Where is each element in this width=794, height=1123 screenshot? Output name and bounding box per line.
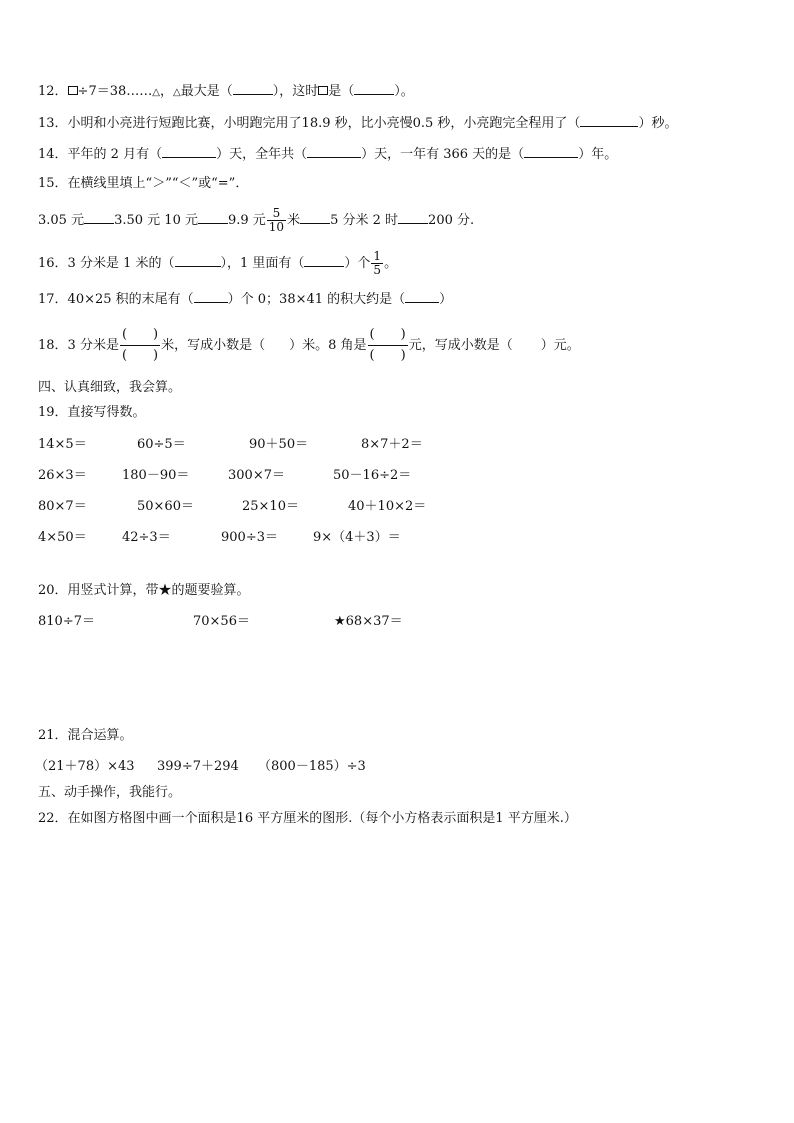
answer-blank[interactable] <box>194 290 228 303</box>
question-22: 22．在如图方格图中画一个面积是16 平方厘米的图形.（每个小方格表示面积是1 平方厘米.） <box>38 811 577 826</box>
question-number: 19． <box>38 405 68 420</box>
answer-blank[interactable] <box>354 82 394 95</box>
answer-blank[interactable] <box>304 254 344 267</box>
calc-item: 90＋50＝ <box>249 437 309 452</box>
calc-item: 180－90＝ <box>122 468 190 483</box>
question-19: 19．直接写得数。 <box>38 405 146 420</box>
answer-blank[interactable] <box>175 254 221 267</box>
triangle-symbol: △ <box>172 87 181 98</box>
answer-blank[interactable] <box>513 337 541 349</box>
section-4-heading: 四、认真细致，我会算。 <box>38 380 182 395</box>
answer-blank[interactable] <box>162 145 216 158</box>
calc-item: 80×7＝ <box>38 499 87 514</box>
calc-item: 40＋10×2＝ <box>348 499 427 514</box>
compare-blank[interactable] <box>198 211 228 224</box>
question-number: 18． <box>38 338 68 353</box>
calc-item: 50×60＝ <box>137 499 194 514</box>
fraction: $\frac{1}{5}$ <box>373 249 382 277</box>
question-13: 13．小明和小亮进行短跑比赛，小明跑完用了18.9 秒，比小亮慢0.5 秒，小亮跑完全程用了（ ）秒。 <box>38 116 678 131</box>
calc-item: 42÷3＝ <box>122 530 171 545</box>
answer-blank[interactable] <box>307 145 361 158</box>
answer-blank[interactable] <box>265 337 289 349</box>
answer-blank[interactable] <box>580 114 638 127</box>
calc-item: 4×50＝ <box>38 530 87 545</box>
square-symbol <box>68 86 78 95</box>
question-17: 17．40×25 积的末尾有（ ）个 0；38×41 的积大约是（ ） <box>38 292 453 307</box>
question-number: 15． <box>38 176 68 191</box>
mixed-calc-item: 399÷7＋294 <box>157 759 239 774</box>
question-12: 12． ÷7＝38……△，△最大是（ ），这时 是（ ）。 <box>38 84 414 99</box>
question-15: 15．在横线里填上“＞”“＜”或“=”． <box>38 176 249 191</box>
vertical-calc-item: ★68×37＝ <box>334 614 403 629</box>
fraction: $\frac{5}{10}$ <box>268 206 285 234</box>
question-number: 21． <box>38 728 68 743</box>
answer-blank[interactable] <box>405 290 439 303</box>
question-16: 16．3 分米是 1 米的（ ），1 里面有（ ）个 $\frac{1}{5}$ 。 <box>38 249 398 277</box>
vertical-calc-item: 810÷7＝ <box>38 614 95 629</box>
calc-item: 60÷5＝ <box>137 437 186 452</box>
compare-blank[interactable] <box>84 211 114 224</box>
compare-blank[interactable] <box>398 211 428 224</box>
question-21: 21．混合运算。 <box>38 728 133 743</box>
calc-item: 26×3＝ <box>38 468 87 483</box>
compare-blank[interactable] <box>300 211 330 224</box>
square-symbol <box>318 86 328 95</box>
calc-item: 9×（4＋3）＝ <box>313 530 401 545</box>
answer-blank[interactable] <box>524 145 578 158</box>
calc-item: 14×5＝ <box>38 437 87 452</box>
question-number: 12． <box>38 84 68 99</box>
fraction-blank[interactable]: ( ) ( ) <box>369 327 406 363</box>
question-20: 20．用竖式计算，带★的题要验算。 <box>38 583 250 598</box>
answer-blank[interactable] <box>233 82 273 95</box>
section-5-heading: 五、动手操作，我能行。 <box>38 785 182 800</box>
mixed-calc-item: （21＋78）×43 <box>35 759 135 774</box>
question-15-comparisons: 3.05 元 3.50 元 10 元 9.9 元 $\frac{5}{10}$ 米 5 分米 2 时 200 分. <box>38 206 475 234</box>
calc-item: 300×7＝ <box>228 468 285 483</box>
triangle-symbol: △ <box>152 87 160 98</box>
calc-item: 25×10＝ <box>242 499 299 514</box>
mixed-calc-item: （800－185）÷3 <box>258 759 366 774</box>
calc-item: 8×7＋2＝ <box>361 437 423 452</box>
question-number: 17． <box>38 292 68 307</box>
question-number: 14． <box>38 147 68 162</box>
calc-item: 50－16÷2＝ <box>333 468 412 483</box>
vertical-calc-item: 70×56＝ <box>193 614 250 629</box>
question-18: 18．3 分米是 ( ) ( ) 米，写成小数是（ ）米。8 角是 ( ) ( ) 元，写成小数是（ ）元。 <box>38 323 580 369</box>
question-number: 20． <box>38 583 68 598</box>
question-number: 22． <box>38 811 68 826</box>
question-number: 16． <box>38 256 68 271</box>
question-14: 14．平年的 2 月有（ ）天，全年共（ ）天，一年有 366 天的是（ ）年。 <box>38 147 618 162</box>
question-number: 13． <box>38 116 68 131</box>
calc-item: 900÷3＝ <box>221 530 278 545</box>
fraction-blank[interactable]: ( ) ( ) <box>121 327 159 363</box>
